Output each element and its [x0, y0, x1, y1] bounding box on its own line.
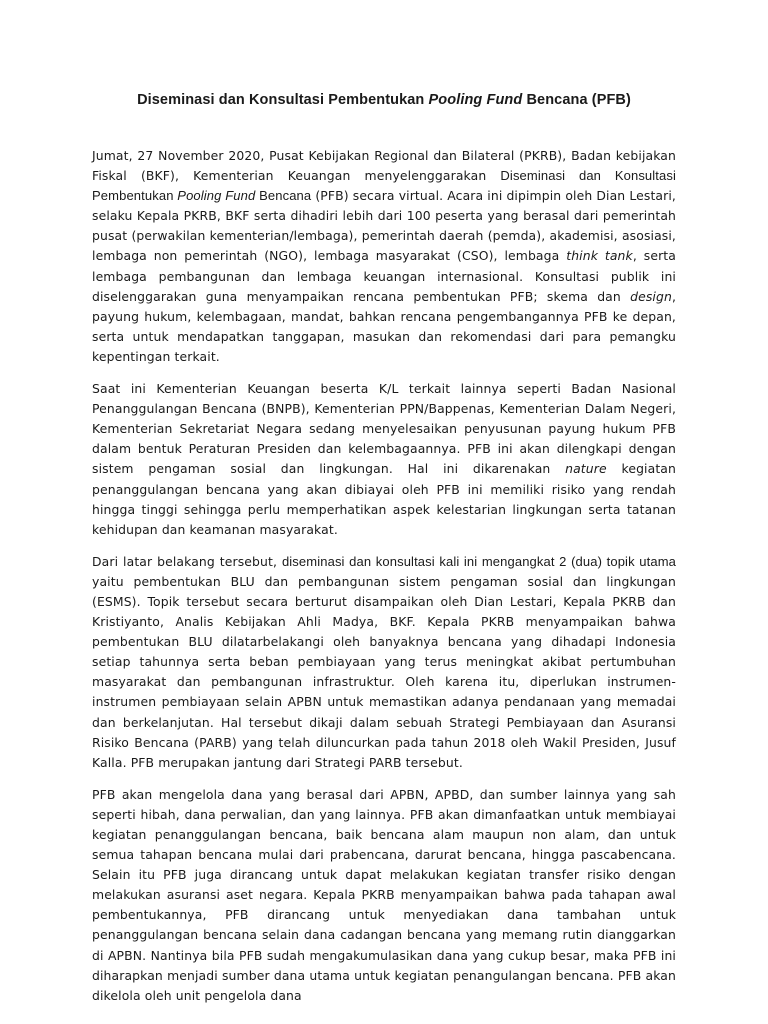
paragraph-4 — [92, 785, 676, 1006]
paragraph-2 — [92, 379, 676, 540]
paragraph-text: Dari latar belakang tersebut, — [92, 553, 282, 569]
paragraph-text: Jumat, 27 November 2020, Pusat Kebijakan Regional dan Bilateral (PKRB), Badan kebijakan Fiskal (BKF), Kementerian Keuangan menyelenggarakan — [92, 148, 676, 184]
paragraph-text: yaitu pembentukan BLU dan pembangunan sistem pengaman sosial dan lingkungan (ESMS). Topik tersebut secara berturut disampaikan oleh Dian Lestari, Kepala PKRB dan Kristiyanto, Analis Kebijakan Ahli Madya, BKF. Kepala PKRB menyampaikan bahwa pembentukan BLU dilatarbelakangi oleh banyaknya bencana yang dihadapi Indonesia setiap tahunnya serta beban pembiayaan yang terus meningkat akibat pertumbuhan masyarakat dan pembangunan infrastruktur. Oleh karena itu, diperlukan instrumen-instrumen pembiayaan selain APBN untuk memastikan adanya pendanaan yang memadai dan berkelanjutan. Hal tersebut dikaji dalam sebuah Strategi Pembiayaan dan Asuransi Risiko Bencana (PARB) yang telah diluncurkan pada tahun 2018 oleh Wakil Presiden, Jusuf Kalla. PFB merupakan jantung dari Strategi PARB tersebut. — [92, 573, 676, 770]
document-body — [92, 146, 676, 1018]
paragraph-text: , serta lembaga pembangunan dan lembaga keuangan internasional. Konsultasi publik ini diselenggarakan guna menyampaikan rencana pembentukan PFB; skema dan — [92, 248, 676, 304]
paragraph-italic-text: nature — [565, 461, 607, 477]
paragraph-text: (PFB) secara virtual. Acara ini dipimpin oleh Dian Lestari, selaku Kepala PKRB, BKF serta dihadiri lebih dari 100 peserta yang berasal dari pemerintah pusat (perwakilan kementerian/lembaga), pemerintah daerah (pemda), akademisi, asosiasi, lembaga non pemerintah (NGO), lembaga masyarakat (CSO), lembaga — [92, 188, 676, 264]
paragraph-text: Bencana — [255, 188, 312, 204]
paragraph-italic-text: Pooling Fund — [177, 188, 256, 204]
title-text-end: Bencana (PFB) — [522, 92, 631, 108]
paragraph-text: diseminasi dan konsultasi kali ini mengangkat 2 (dua) topik utama — [281, 553, 676, 569]
paragraph-1 — [92, 146, 676, 367]
paragraph-text: kegiatan penanggulangan bencana yang akan dibiayai oleh PFB ini memiliki risiko yang rendah hingga tinggi sehingga perlu memperhatikan aspek kelestarian lingkungan serta tatanan kehidupan dan keamanan masyarakat. — [92, 461, 676, 537]
paragraph-text: Diseminasi dan Konsultasi Pembentukan — [92, 168, 677, 204]
paragraph-italic-text: design — [630, 288, 672, 304]
paragraph-text: , payung hukum, kelembagaan, mandat, bahkan rencana pengembangannya PFB ke depan, serta untuk mendapatkan tanggapan, masukan dan rekomendasi dari para pemangku kepentingan terkait. — [92, 288, 676, 364]
document-title — [0, 91, 768, 109]
paragraph-text: PFB akan mengelola dana yang berasal dari APBN, APBD, dan sumber lainnya yang sah seperti hibah, dana perwalian, dan yang lainnya. PFB akan dimanfaatkan untuk membiayai kegiatan penanggulangan bencana, baik bencana alam maupun non alam, dan untuk semua tahapan bencana mulai dari prabencana, darurat bencana, hingga pascabencana. Selain itu PFB juga dirancang untuk dapat melakukan kegiatan transfer risiko dengan melakukan asuransi aset negara. Kepala PKRB menyampaikan bahwa pada tahapan awal pembentukannya, PFB dirancang untuk menyediakan dana tambahan untuk penanggulangan bencana selain dana cadangan bencana yang memang rutin dianggarkan di APBN. Nantinya bila PFB sudah mengakumulasikan dana yang cukup besar, maka PFB ini diharapkan menjadi sumber dana utama untuk kegiatan penangulangan bencana. PFB akan dikelola oleh unit pengelola dana — [92, 786, 676, 1003]
paragraph-3 — [92, 552, 676, 773]
title-text: Diseminasi dan Konsultasi Pembentukan — [137, 92, 429, 108]
title-italic-text: Pooling Fund — [428, 92, 523, 108]
paragraph-italic-text: think tank — [566, 248, 633, 264]
paragraph-text: Saat ini Kementerian Keuangan beserta K/L terkait lainnya seperti Badan Nasional Penanggulangan Bencana (BNPB), Kementerian PPN/Bappenas, Kementerian Dalam Negeri, Kementerian Sekretariat Negara sedang menyelesaikan penyusunan payung hukum PFB dalam bentuk Peraturan Presiden dan kelembagaannya. PFB ini akan dilengkapi dengan sistem pengaman sosial dan lingkungan. Hal ini dikarenakan — [92, 381, 676, 477]
